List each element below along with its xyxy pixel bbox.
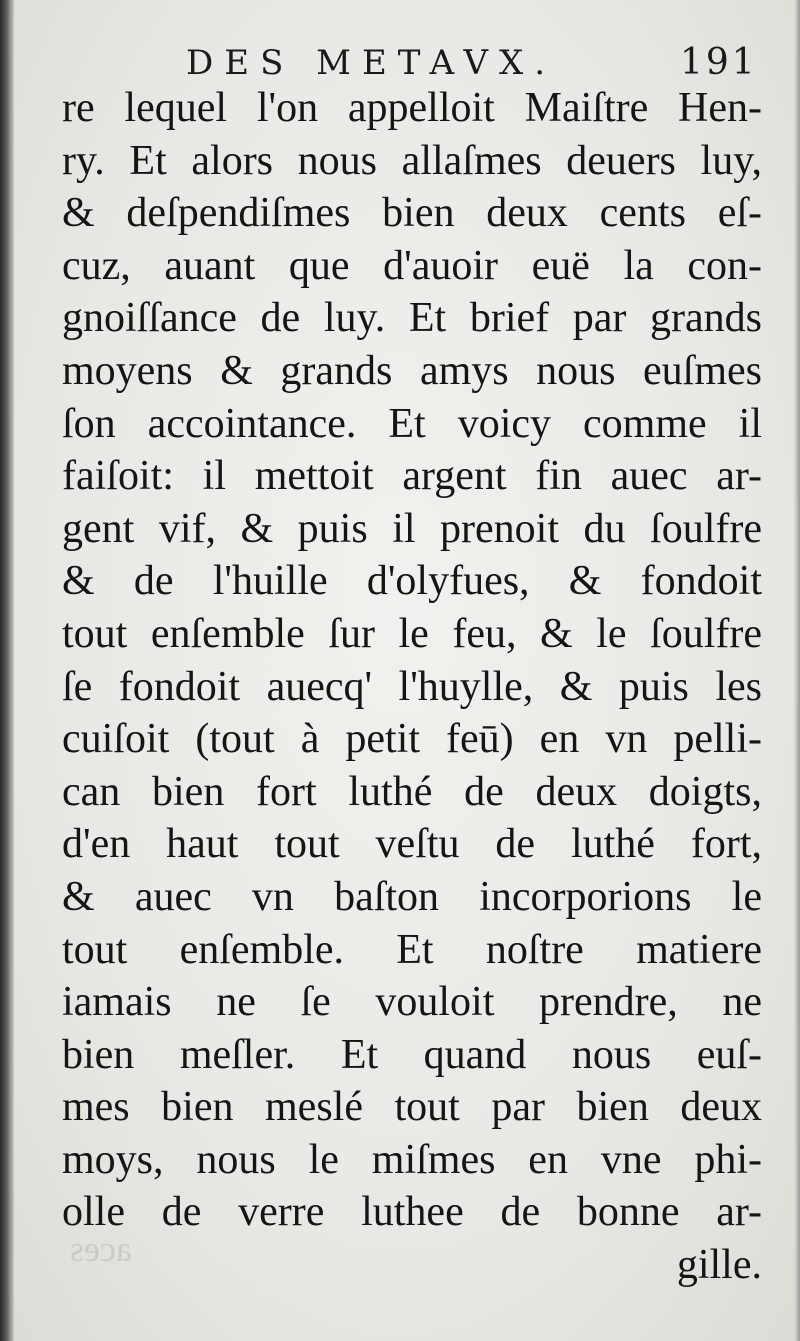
text-line: re lequel l'on appelloit Maiſtre Hen- (62, 85, 762, 131)
text-line: tout enſemble ſur le feu, & le ſoulfre (62, 610, 762, 657)
text-line: ry. Et alors nous allaſmes deuers luy, (62, 137, 762, 184)
text-line: cuiſoit (tout à petit feū) en vn pelli- (62, 716, 762, 763)
body-text (62, 82, 762, 1292)
text-line: moys, nous le miſmes en vne phi- (62, 1136, 762, 1183)
text-line: cuz, auant que d'auoir euë la con- (62, 242, 762, 289)
text-line: mes bien meslé tout par bien deux (62, 1084, 762, 1131)
text-line: can bien fort luthé de deux doigts, (62, 768, 762, 815)
text-line: & deſpendiſmes bien deux cents eſ- (62, 190, 762, 237)
text-line: ſon accointance. Et voicy comme il (62, 400, 762, 447)
text-line: moyens & grands amys nous euſmes (62, 347, 762, 394)
text-line: & auec vn baſton incorporions le (62, 873, 762, 920)
text-line: tout enſemble. Et noſtre matiere (62, 926, 762, 973)
text-line: olle de verre luthee de bonne ar- (62, 1189, 762, 1236)
bleed-through-text: aces (70, 1229, 132, 1269)
page-edge (794, 0, 800, 1341)
text-line: & de l'huille d'olyfues, & fondoit (62, 558, 762, 605)
running-title: DES METAVX. (186, 43, 557, 83)
text-line: bien meſler. Et quand nous euſ- (62, 1031, 762, 1078)
text-line-final: gille. (676, 1242, 762, 1289)
text-line: ſe fondoit auecq' l'huylle, & puis les (62, 663, 762, 710)
text-line: gnoiſſance de luy. Et brief par grands (62, 295, 762, 342)
text-line: faiſoit: il mettoit argent fin auec ar- (62, 453, 762, 500)
page-number: 191 (680, 42, 758, 83)
text-line: iamais ne ſe vouloit prendre, ne (62, 979, 762, 1026)
text-line: d'en haut tout veſtu de luthé fort, (62, 821, 762, 868)
text-line: gent vif, & puis il prenoit du ſoulfre (62, 505, 762, 552)
page-header (0, 38, 800, 88)
page-gutter-shadow (0, 0, 14, 1341)
